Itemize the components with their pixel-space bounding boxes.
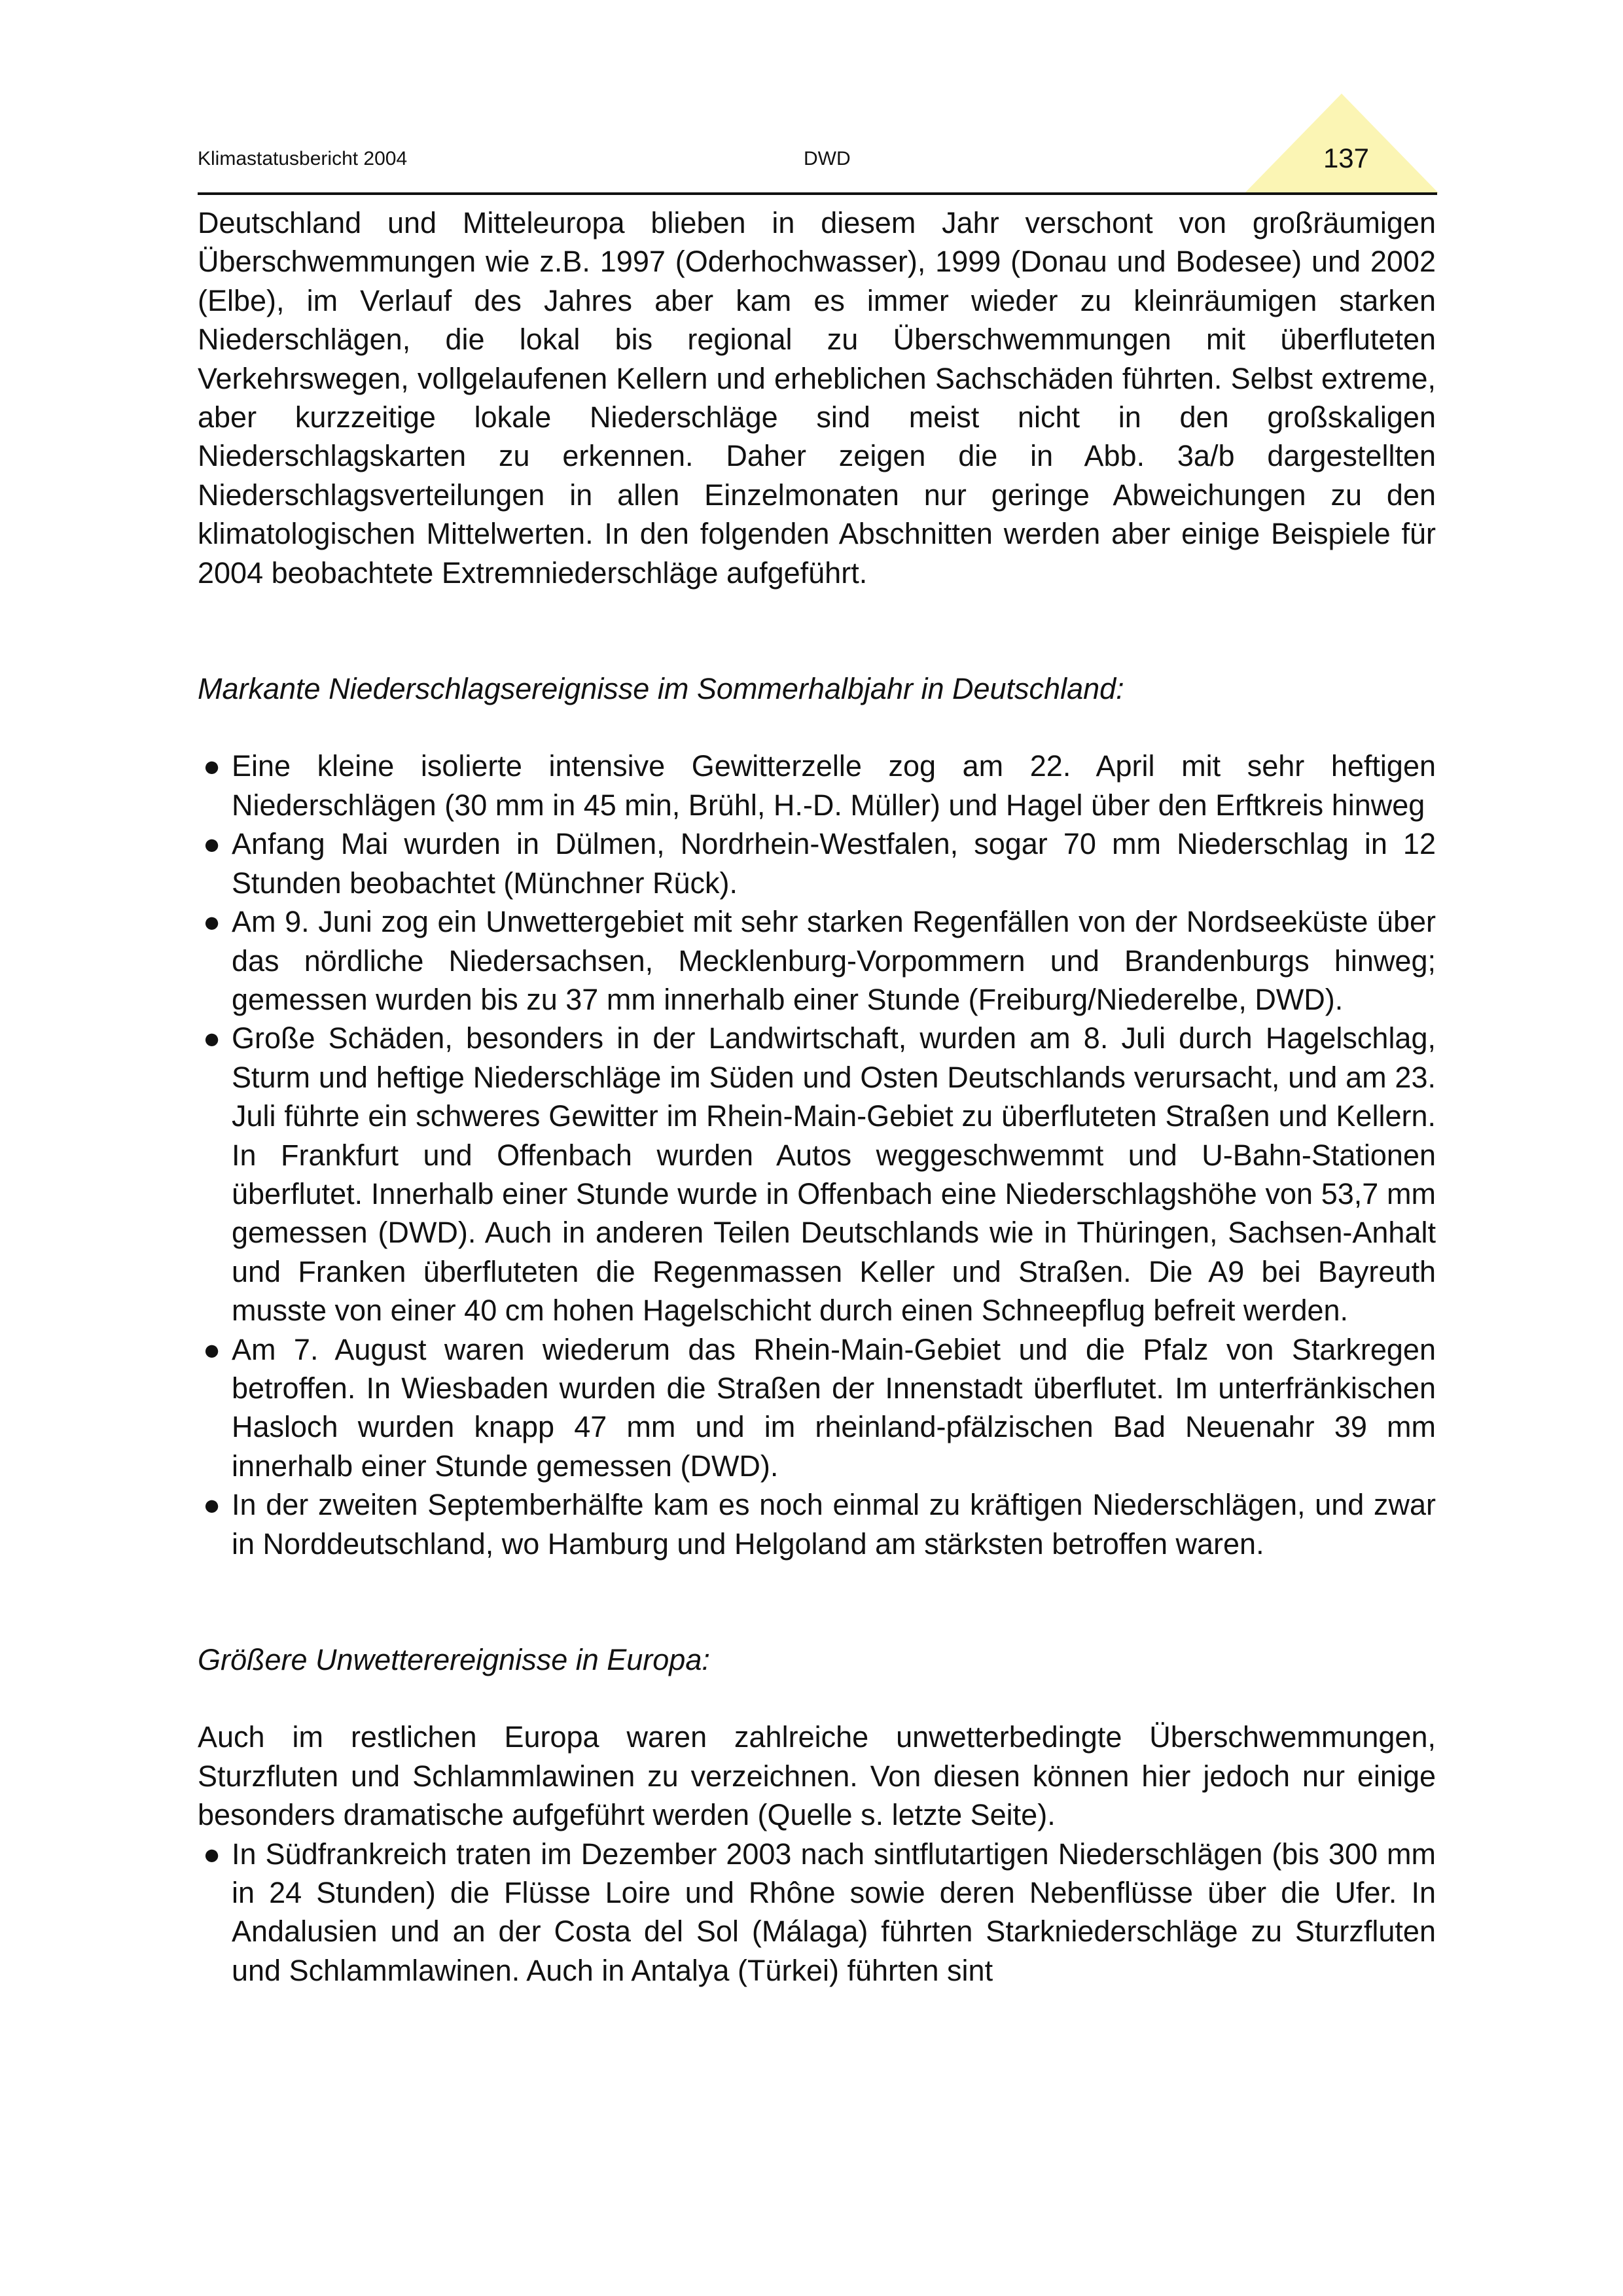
bullet-icon: ●: [203, 1488, 221, 1522]
bullet-icon: ●: [203, 827, 221, 861]
list-item-text: Am 9. Juni zog ein Unwettergebiet mit sehr starken Regenfällen von der Nordseeküste über das nördliche Niedersachsen, Mecklenburg-Vorpommern und Brandenburgs hinweg; gemessen wurden bis zu 37 mm innerhalb einer Stunde (Freiburg/Niederelbe, DWD).: [232, 905, 1436, 1016]
section-heading-germany: Markante Niederschlagsereignisse im Sommerhalbjahr in Deutschland:: [198, 672, 1124, 706]
list-item: [198, 824, 1436, 902]
list-item: [198, 747, 1436, 824]
list-item-text: In der zweiten Septemberhälfte kam es noch einmal zu kräftigen Niederschlägen, und zwar in Norddeutschland, wo Hamburg und Helgoland am stärksten betroffen waren.: [232, 1488, 1436, 1561]
section-heading-europe: Größere Unwetterereignisse in Europa:: [198, 1643, 710, 1676]
europe-events-list: [198, 1835, 1436, 1990]
bullet-icon: ●: [203, 1837, 221, 1871]
list-item-text: Am 7. August waren wiederum das Rhein-Main-Gebiet und die Pfalz von Starkregen betroffen. In Wiesbaden wurden die Straßen der Innenstadt überflutet. Im unterfränkischen Hasloch wurden knapp 47 mm und im rheinland-pfälzischen Bad Neuenahr 39 mm innerhalb einer Stunde gemessen (DWD).: [232, 1332, 1436, 1483]
document-body: [198, 203, 1436, 1990]
europe-paragraph: Auch im restlichen Europa waren zahlreiche unwetterbedingte Überschwemmungen, Sturzfluten und Schlammlawinen zu verzeichnen. Von diesen können hier jedoch nur einige besonders dramatische aufgeführt werden (Quelle s. letzte Seite).: [198, 1720, 1436, 1832]
list-item-text: Große Schäden, besonders in der Landwirtschaft, wurden am 8. Juli durch Hagelschlag, Sturm und heftige Niederschläge im Süden und Osten Deutschlands verursacht, und am 23. Juli führte ein schweres Gewitter im Rhein-Main-Gebiet zu überfluteten Straßen und Kellern. In Frankfurt und Offenbach wurden Autos weggeschwemmt und U-Bahn-Stationen überflutet. Innerhalb einer Stunde wurde in Offenbach eine Niederschlagshöhe von 53,7 mm gemessen (DWD). Auch in anderen Teilen Deutschlands wie in Thüringen, Sachsen-Anhalt und Franken überfluteten die Regenmassen Keller und Straßen. Die A9 bei Bayreuth musste von einer 40 cm hohen Hagelschicht durch einen Schneepflug befreit werden.: [232, 1021, 1436, 1328]
header-divider: [198, 192, 1437, 195]
list-item: [198, 902, 1436, 1019]
germany-events-list: [198, 747, 1436, 1563]
list-item-text: In Südfrankreich traten im Dezember 2003 nach sintflutartigen Niederschlägen (bis 300 mm in 24 Stunden) die Flüsse Loire und Rhône sowie deren Nebenflüsse über die Ufer. In Andalusien und an der Costa del Sol (Málaga) führten Starkniederschläge zu Sturzfluten und Schlammlawinen. Auch in Antalya (Türkei) führten sint: [232, 1837, 1436, 1987]
page-number: 137: [1323, 143, 1370, 173]
intro-paragraph: Deutschland und Mitteleuropa blieben in diesem Jahr verschont von großräumigen Überschwemmungen wie z.B. 1997 (Oderhochwasser), 1999 (Donau und Bodesee) und 2002 (Elbe), im Verlauf des Jahres aber kam es immer wieder zu kleinräumigen starken Niederschlägen, die lokal bis regional zu Überschwemmungen mit überfluteten Verkehrswegen, vollgelaufenen Kellern und erheblichen Sachschäden führten. Selbst extreme, aber kurzzeitige lokale Niederschläge sind meist nicht in den großskaligen Niederschlagskarten zu erkennen. Daher zeigen die in Abb. 3a/b dargestellten Niederschlagsverteilungen in allen Einzelmonaten nur geringe Abweichungen zu den klimatologischen Mittelwerten. In den folgenden Abschnitten werden aber einige Beispiele für 2004 beobachtete Extremniederschläge aufgeführt.: [198, 206, 1436, 590]
list-item: [198, 1485, 1436, 1563]
bullet-icon: ●: [203, 1332, 221, 1366]
list-item-text: Eine kleine isolierte intensive Gewitterzelle zog am 22. April mit sehr heftigen Niederschlägen (30 mm in 45 min, Brühl, H.-D. Müller) und Hagel über den Erftkreis hinweg: [232, 749, 1436, 822]
list-item: [198, 1330, 1436, 1486]
list-item: [198, 1019, 1436, 1330]
list-item-text: Anfang Mai wurden in Dülmen, Nordrhein-Westfalen, sogar 70 mm Niederschlag in 12 Stunden beobachtet (Münchner Rück).: [232, 827, 1436, 900]
bullet-icon: ●: [203, 1021, 221, 1055]
bullet-icon: ●: [203, 749, 221, 783]
bullet-icon: ●: [203, 905, 221, 939]
list-item: [198, 1835, 1436, 1990]
report-title: Klimastatusbericht 2004: [198, 148, 408, 169]
publisher-label: DWD: [804, 148, 851, 169]
